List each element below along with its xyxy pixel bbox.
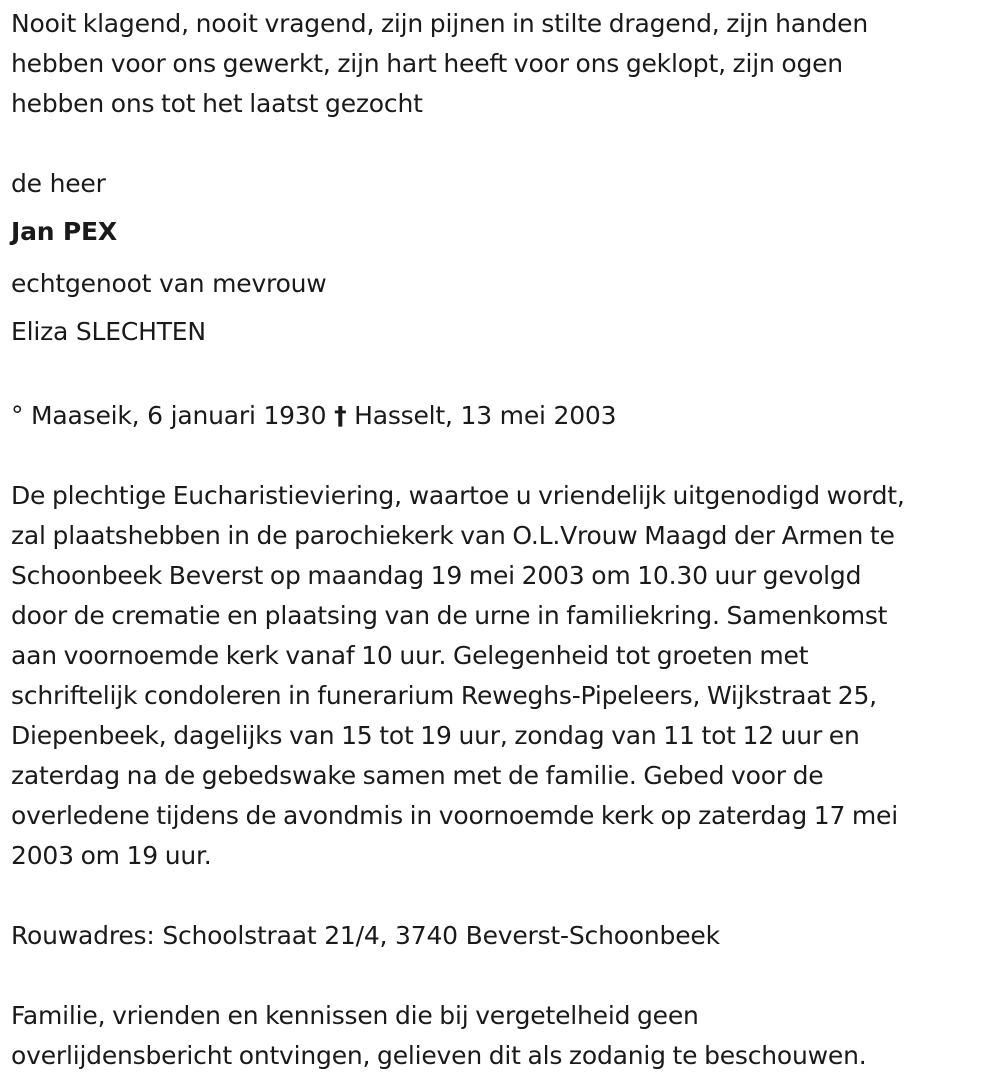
spacer bbox=[11, 124, 990, 164]
intro-verse: Nooit klagend, nooit vragend, zijn pijnen in stilte dragend, zijn handen hebben voor ons gewerkt, zijn hart heeft voor ons geklopt, zijn ogen hebben ons tot het laatst gezocht bbox=[11, 9, 868, 118]
title-prefix: de heer bbox=[11, 169, 106, 198]
ceremony-details: De plechtige Eucharistieviering, waartoe u vriendelijk uitgenodigd wordt, zal plaatshebben in de parochiekerk van O.L.Vrouw Maagd der Armen te Schoonbeek Beverst op maandag 19 mei 2003 om 10.30 uur gevolgd door de crematie en plaatsing van de urne in familiekring. Samenkomst aan voornoemde kerk vanaf 10 uur. Gelegenheid tot groeten met schriftelijk condoleren in funerarium Reweghs-Pipeleers, Wijkstraat 25, Diepenbeek, dagelijks van 15 tot 19 uur, zondag van 11 tot 12 uur en zaterdag na de gebedswake samen met de familie. Gebed voor de overledene tijdens de avondmis in voornoemde kerk op zaterdag 17 mei 2003 om 19 uur. bbox=[11, 481, 905, 870]
closing-notice: Familie, vrienden en kennissen die bij vergetelheid geen overlijdensbericht ontvingen, gelieven dit als zodanig te beschouwen. bbox=[11, 1001, 867, 1070]
birth-info: ° Maaseik, 6 januari 1930 bbox=[11, 401, 327, 430]
life-dates bbox=[11, 396, 990, 436]
spacer bbox=[11, 956, 990, 996]
spacer bbox=[11, 356, 990, 396]
death-info: Hasselt, 13 mei 2003 bbox=[354, 401, 617, 430]
mourning-address: Rouwadres: Schoolstraat 21/4, 3740 Beverst-Schoonbeek bbox=[11, 921, 720, 950]
death-cross-icon: † bbox=[334, 401, 347, 430]
spacer bbox=[11, 436, 990, 476]
spouse-name: Eliza SLECHTEN bbox=[11, 317, 206, 346]
spacer bbox=[11, 876, 990, 916]
spouse-relation: echtgenoot van mevrouw bbox=[11, 269, 327, 298]
deceased-name: Jan PEX bbox=[11, 217, 117, 246]
